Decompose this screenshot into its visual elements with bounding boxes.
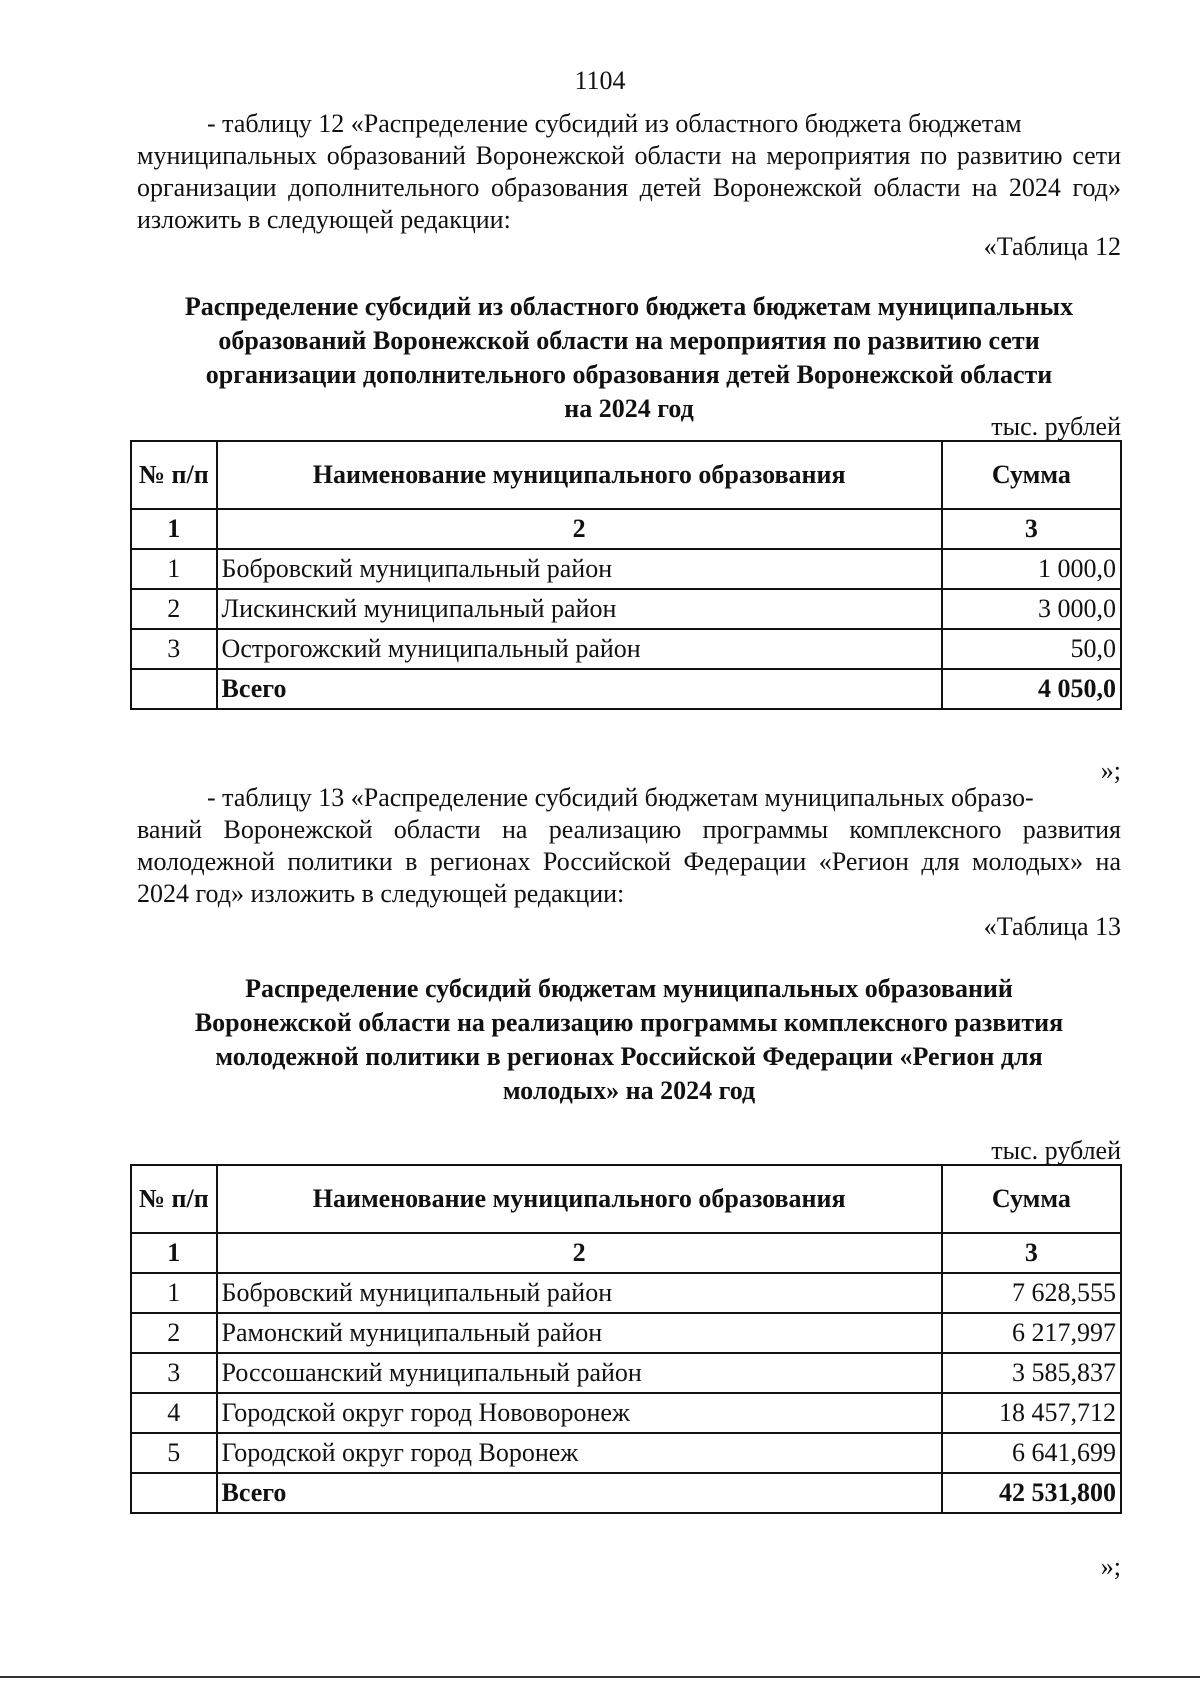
index-cell: 3 xyxy=(942,509,1121,549)
row-num: 2 xyxy=(131,1313,217,1353)
table-header-row xyxy=(131,441,1121,509)
header-name: Наименование муниципального образования xyxy=(217,1165,942,1233)
index-cell: 1 xyxy=(131,509,217,549)
total-label: Всего xyxy=(217,1473,942,1513)
table12-title-line: Распределение субсидий из областного бюджета бюджетам муниципальных xyxy=(184,292,1074,321)
table-row xyxy=(131,629,1121,669)
table12-label: «Таблица 12 xyxy=(983,232,1121,261)
table-total-row xyxy=(131,1473,1121,1513)
table-row xyxy=(131,549,1121,589)
row-num: 1 xyxy=(131,549,217,589)
row-sum: 18 457,712 xyxy=(942,1393,1121,1433)
section12-intro xyxy=(137,108,1121,236)
row-name: Рамонский муниципальный район xyxy=(217,1313,942,1353)
row-name: Городской округ город Воронеж xyxy=(217,1433,942,1473)
header-sum: Сумма xyxy=(942,1165,1121,1233)
table12-units: тыс. рублей xyxy=(991,412,1121,441)
row-num: 2 xyxy=(131,589,217,629)
index-cell: 2 xyxy=(217,509,942,549)
table-row xyxy=(131,1273,1121,1313)
index-cell: 2 xyxy=(217,1233,942,1273)
table12-title-line: организации дополнительного образования детей Воронежской области xyxy=(205,360,1053,389)
row-num: 5 xyxy=(131,1433,217,1473)
section13-intro xyxy=(137,782,1121,910)
index-cell: 1 xyxy=(131,1233,217,1273)
header-num: № п/п xyxy=(131,1165,217,1233)
row-name: Городской округ город Нововоронеж xyxy=(217,1393,942,1433)
row-sum: 7 628,555 xyxy=(942,1273,1121,1313)
row-name: Бобровский муниципальный район xyxy=(217,549,942,589)
page-number: 1104 xyxy=(574,66,626,95)
table12-title-line: образований Воронежской области на мероприятия по развитию сети xyxy=(218,326,1040,355)
table13 xyxy=(130,1164,1122,1514)
table-row xyxy=(131,1353,1121,1393)
table-header-row xyxy=(131,1165,1121,1233)
row-sum: 1 000,0 xyxy=(942,549,1121,589)
table12-title-line: на 2024 год xyxy=(564,394,694,423)
row-num: 4 xyxy=(131,1393,217,1433)
table13-title-line: молодых» на 2024 год xyxy=(502,1076,756,1105)
total-sum: 4 050,0 xyxy=(942,669,1121,709)
table-row xyxy=(131,589,1121,629)
table13-title xyxy=(137,972,1121,1108)
table-row xyxy=(131,1433,1121,1473)
section13-intro-first: - таблицу 13 «Распределение субсидий бюджетам муниципальных образо- xyxy=(207,783,1034,812)
section13-intro-rest: ваний Воронежской области на реализацию программы комплексного развития молодежной политики в регионах Российской Федерации «Регион для молодых» на 2024 год» изложить в следующей редакции: xyxy=(137,815,1121,908)
table13-title-line: Воронежской области на реализацию программы комплексного развития xyxy=(194,1008,1064,1037)
header-name: Наименование муниципального образования xyxy=(217,441,942,509)
table-row xyxy=(131,1393,1121,1433)
header-sum: Сумма xyxy=(942,441,1121,509)
row-name: Лискинский муниципальный район xyxy=(217,589,942,629)
total-sum: 42 531,800 xyxy=(942,1473,1121,1513)
total-label: Всего xyxy=(217,669,942,709)
section12-intro-first: - таблицу 12 «Распределение субсидий из областного бюджета бюджетам xyxy=(207,109,1022,138)
row-sum: 3 000,0 xyxy=(942,589,1121,629)
row-sum: 50,0 xyxy=(942,629,1121,669)
total-num-empty xyxy=(131,669,217,709)
row-sum: 3 585,837 xyxy=(942,1353,1121,1393)
row-num: 1 xyxy=(131,1273,217,1313)
table-row xyxy=(131,1313,1121,1353)
row-name: Россошанский муниципальный район xyxy=(217,1353,942,1393)
index-cell: 3 xyxy=(942,1233,1121,1273)
row-sum: 6 641,699 xyxy=(942,1433,1121,1473)
row-sum: 6 217,997 xyxy=(942,1313,1121,1353)
table-index-row xyxy=(131,509,1121,549)
table13-label: «Таблица 13 xyxy=(983,912,1121,941)
row-num: 3 xyxy=(131,1353,217,1393)
row-num: 3 xyxy=(131,629,217,669)
table13-units: тыс. рублей xyxy=(991,1136,1121,1165)
total-num-empty xyxy=(131,1473,217,1513)
row-name: Бобровский муниципальный район xyxy=(217,1273,942,1313)
table13-closing: »; xyxy=(1100,1552,1121,1581)
table12-title xyxy=(137,290,1121,426)
row-name: Острогожский муниципальный район xyxy=(217,629,942,669)
table-total-row xyxy=(131,669,1121,709)
section12-intro-rest: муниципальных образований Воронежской области на мероприятия по развитию сети организации дополнительного образования детей Воронежской области на 2024 год» изложить в следующей редакции: xyxy=(137,141,1121,234)
table12 xyxy=(130,440,1122,710)
page-bottom-rule xyxy=(0,1676,1200,1678)
table13-title-line: Распределение субсидий бюджетам муниципальных образований xyxy=(245,974,1013,1003)
header-num: № п/п xyxy=(131,441,217,509)
table-index-row xyxy=(131,1233,1121,1273)
table13-title-line: молодежной политики в регионах Российской Федерации «Регион для xyxy=(215,1042,1043,1071)
table12-closing: »; xyxy=(1100,756,1121,785)
